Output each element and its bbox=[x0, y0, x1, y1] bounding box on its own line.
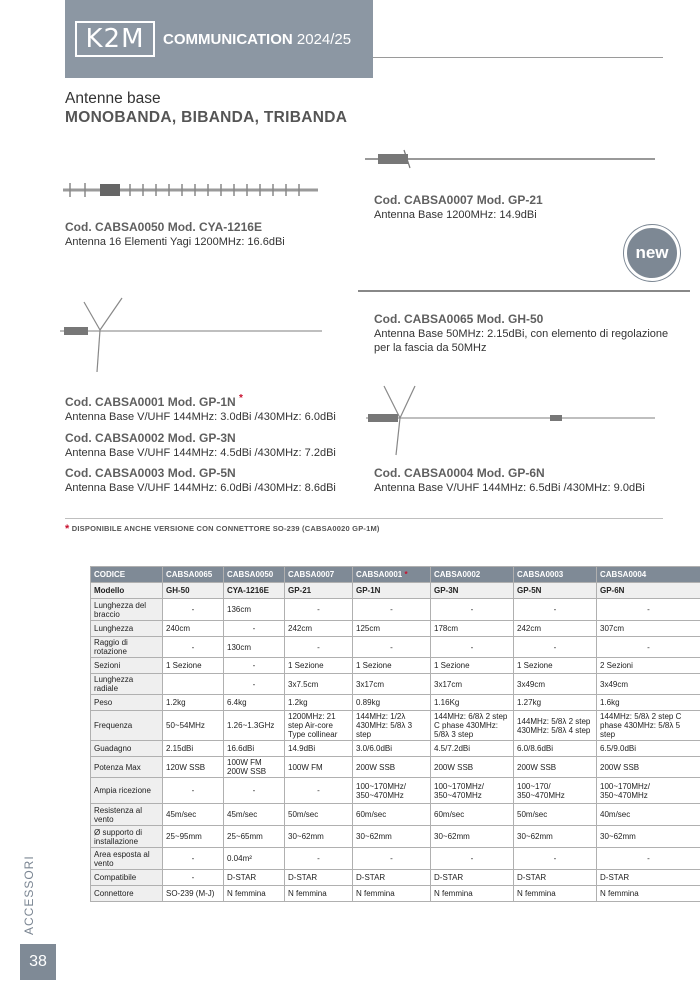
table-cell: - bbox=[285, 599, 353, 621]
table-cell: 1 Sezione bbox=[285, 658, 353, 674]
table-cell: - bbox=[285, 848, 353, 870]
table-cell: 144MHz: 6/8λ 2 step C phase 430MHz: 5/8λ 3 step bbox=[431, 711, 514, 741]
product-desc: Antenna Base 1200MHz: 14.9dBi bbox=[374, 209, 537, 221]
product-desc: Antenna Base V/UHF 144MHz: 6.5dBi /430MHz: 9.0dBi bbox=[374, 482, 645, 494]
divider bbox=[65, 518, 663, 519]
table-cell: 1.26~1.3GHz bbox=[224, 711, 285, 741]
table-cell: - bbox=[353, 599, 431, 621]
table-cell: 3x7.5cm bbox=[285, 674, 353, 695]
product-code: Cod. CABSA0004 Mod. GP-6N bbox=[374, 466, 545, 480]
table-cell: N femmina bbox=[597, 886, 700, 902]
table-cell: D-STAR bbox=[431, 870, 514, 886]
table-cell: 1200MHz: 21 step Air-core Type collinear bbox=[285, 711, 353, 741]
table-cell: GP-6N bbox=[597, 583, 700, 599]
gh50-antenna-image bbox=[60, 298, 322, 372]
code-text: CABSA0001 bbox=[356, 570, 403, 579]
table-cell: 125cm bbox=[353, 621, 431, 637]
table-cell: 25~95mm bbox=[163, 826, 224, 848]
code-text: CABSA0007 bbox=[288, 570, 335, 579]
product-gp-3n bbox=[65, 431, 345, 460]
table-row bbox=[91, 804, 700, 826]
table-cell: 100W FM bbox=[285, 757, 353, 778]
table-cell: 1.2kg bbox=[163, 695, 224, 711]
table-cell: 40m/sec bbox=[597, 804, 700, 826]
product-desc: Antenna Base 50MHz: 2.15dBi, con elemento di regolazione per la fascia da 50MHz bbox=[374, 328, 669, 354]
code-text: CABSA0065 bbox=[166, 570, 213, 579]
product-code-line bbox=[65, 393, 345, 409]
table-cell: 30~62mm bbox=[514, 826, 597, 848]
code-text: CABSA0004 bbox=[600, 570, 647, 579]
header-title-text: COMMUNICATION bbox=[163, 30, 293, 48]
table-cell: 1 Sezione bbox=[353, 658, 431, 674]
table-row-label: Raggio di rotazione bbox=[91, 637, 163, 658]
product-cya-1216e bbox=[65, 220, 335, 249]
table-cell: N femmina bbox=[514, 886, 597, 902]
table-cell: N femmina bbox=[285, 886, 353, 902]
table-cell: 120W SSB bbox=[163, 757, 224, 778]
table-row bbox=[91, 778, 700, 804]
table-cell: GP-5N bbox=[514, 583, 597, 599]
product-gp-1n bbox=[65, 393, 345, 424]
table-header-code bbox=[353, 567, 431, 583]
table-cell: D-STAR bbox=[224, 870, 285, 886]
table-row-label: Frequenza bbox=[91, 711, 163, 741]
table-cell: 6.4kg bbox=[224, 695, 285, 711]
table-cell: N femmina bbox=[224, 886, 285, 902]
table-cell: 3x17cm bbox=[353, 674, 431, 695]
table-cell: 1.6kg bbox=[597, 695, 700, 711]
table-cell: 240cm bbox=[163, 621, 224, 637]
table-cell: - bbox=[597, 599, 700, 621]
table-cell: - bbox=[597, 848, 700, 870]
table-cell: 100~170MHz/ 350~470MHz bbox=[353, 778, 431, 804]
table-cell: 200W SSB bbox=[431, 757, 514, 778]
product-code: Cod. CABSA0050 Mod. CYA-1216E bbox=[65, 220, 262, 234]
table-row bbox=[91, 711, 700, 741]
table-cell: SO-239 (M-J) bbox=[163, 886, 224, 902]
table-cell bbox=[163, 674, 224, 695]
table-cell: - bbox=[224, 621, 285, 637]
table-row-label: Guadagno bbox=[91, 741, 163, 757]
table-cell: - bbox=[514, 599, 597, 621]
table-cell: D-STAR bbox=[353, 870, 431, 886]
table-cell: GP-3N bbox=[431, 583, 514, 599]
table-cell: 1.2kg bbox=[285, 695, 353, 711]
table-header-label: CODICE bbox=[91, 567, 163, 583]
table-cell: CYA-1216E bbox=[224, 583, 285, 599]
table-cell: 6.5/9.0dBi bbox=[597, 741, 700, 757]
brand-logo: K2M bbox=[75, 21, 155, 57]
table-row bbox=[91, 621, 700, 637]
table-header-row bbox=[91, 567, 700, 583]
table-row bbox=[91, 757, 700, 778]
table-cell: - bbox=[224, 674, 285, 695]
table-cell: 3.0/6.0dBi bbox=[353, 741, 431, 757]
table-cell: 200W SSB bbox=[353, 757, 431, 778]
table-cell: D-STAR bbox=[597, 870, 700, 886]
table-cell: 242cm bbox=[514, 621, 597, 637]
table-row bbox=[91, 826, 700, 848]
section-title: MONOBANDA, BIBANDA, TRIBANDA bbox=[65, 109, 348, 126]
table-row bbox=[91, 741, 700, 757]
table-row-label: Resistenza al vento bbox=[91, 804, 163, 826]
table-row-label: Modello bbox=[91, 583, 163, 599]
table-cell: 1 Sezione bbox=[514, 658, 597, 674]
table-cell: 1 Sezione bbox=[431, 658, 514, 674]
table-cell: 25~65mm bbox=[224, 826, 285, 848]
product-desc: Antenna 16 Elementi Yagi 1200MHz: 16.6dBi bbox=[65, 236, 285, 248]
table-cell: 6.0/8.6dBi bbox=[514, 741, 597, 757]
table-cell: - bbox=[285, 637, 353, 658]
table-cell: - bbox=[163, 599, 224, 621]
table-cell: 45m/sec bbox=[163, 804, 224, 826]
table-cell: - bbox=[353, 637, 431, 658]
page-number: 38 bbox=[20, 944, 56, 980]
product-gh-50 bbox=[374, 312, 672, 355]
table-header-code bbox=[514, 567, 597, 583]
table-cell: N femmina bbox=[431, 886, 514, 902]
new-badge: new bbox=[624, 225, 680, 281]
table-row-label: Lunghezza radiale bbox=[91, 674, 163, 695]
table-cell: 136cm bbox=[224, 599, 285, 621]
table-cell: 60m/sec bbox=[431, 804, 514, 826]
table-row-label: Compatibile bbox=[91, 870, 163, 886]
table-row bbox=[91, 599, 700, 621]
table-cell: 14.9dBi bbox=[285, 741, 353, 757]
table-cell: 144MHz: 1/2λ 430MHz: 5/8λ 3 step bbox=[353, 711, 431, 741]
product-code: Cod. CABSA0002 Mod. GP-3N bbox=[65, 431, 236, 445]
table-cell: 30~62mm bbox=[353, 826, 431, 848]
product-code: Cod. CABSA0065 Mod. GH-50 bbox=[374, 312, 544, 326]
table-cell: 45m/sec bbox=[224, 804, 285, 826]
table-row-label: Ampia ricezione bbox=[91, 778, 163, 804]
table-cell: - bbox=[224, 778, 285, 804]
table-row-label: Ø supporto di installazione bbox=[91, 826, 163, 848]
table-cell: - bbox=[163, 637, 224, 658]
table-cell: 3x17cm bbox=[431, 674, 514, 695]
table-cell: 100~170MHz/ 350~470MHz bbox=[431, 778, 514, 804]
table-cell: 144MHz: 5/8λ 2 step 430MHz: 5/8λ 4 step bbox=[514, 711, 597, 741]
table-row bbox=[91, 674, 700, 695]
table-cell: 200W SSB bbox=[514, 757, 597, 778]
spec-table bbox=[90, 566, 700, 902]
footnote-mark: * bbox=[65, 523, 70, 535]
table-cell: 100W FM 200W SSB bbox=[224, 757, 285, 778]
table-cell: 242cm bbox=[285, 621, 353, 637]
table-cell: 3x49cm bbox=[597, 674, 700, 695]
table-cell: 144MHz: 5/8λ 2 step C phase 430MHz: 5/8λ 5 step bbox=[597, 711, 700, 741]
table-row bbox=[91, 658, 700, 674]
table-cell: 307cm bbox=[597, 621, 700, 637]
table-cell: 100~170MHz/ 350~470MHz bbox=[597, 778, 700, 804]
table-header-code bbox=[431, 567, 514, 583]
product-desc: Antenna Base V/UHF 144MHz: 4.5dBi /430MHz: 7.2dBi bbox=[65, 447, 336, 459]
table-cell: 30~62mm bbox=[285, 826, 353, 848]
yagi-antenna-image bbox=[63, 183, 318, 197]
table-cell: 200W SSB bbox=[597, 757, 700, 778]
gp6n-antenna-image bbox=[366, 386, 655, 455]
table-row bbox=[91, 886, 700, 902]
product-desc: Antenna Base V/UHF 144MHz: 6.0dBi /430MHz: 8.6dBi bbox=[65, 482, 336, 494]
table-row-label: Sezioni bbox=[91, 658, 163, 674]
availability-mark: * bbox=[239, 393, 243, 404]
table-cell: D-STAR bbox=[514, 870, 597, 886]
table-cell: GP-1N bbox=[353, 583, 431, 599]
table-cell: - bbox=[431, 848, 514, 870]
product-desc: Antenna Base V/UHF 144MHz: 3.0dBi /430MHz: 6.0dBi bbox=[65, 411, 336, 423]
product-gp-21 bbox=[374, 193, 664, 222]
table-cell: 1 Sezione bbox=[163, 658, 224, 674]
table-row bbox=[91, 848, 700, 870]
table-cell: - bbox=[353, 848, 431, 870]
table-cell: - bbox=[514, 637, 597, 658]
table-cell: 50m/sec bbox=[514, 804, 597, 826]
table-row bbox=[91, 870, 700, 886]
table-header-code bbox=[224, 567, 285, 583]
table-cell: 100~170/ 350~470MHz bbox=[514, 778, 597, 804]
table-cell: 130cm bbox=[224, 637, 285, 658]
table-header-code bbox=[163, 567, 224, 583]
table-row-label: Lunghezza bbox=[91, 621, 163, 637]
table-cell: - bbox=[163, 870, 224, 886]
table-cell: 4.5/7.2dBi bbox=[431, 741, 514, 757]
table-cell: - bbox=[431, 599, 514, 621]
table-cell: - bbox=[163, 848, 224, 870]
table-row bbox=[91, 637, 700, 658]
table-cell: - bbox=[597, 637, 700, 658]
table-model-row bbox=[91, 583, 700, 599]
code-text: CABSA0003 bbox=[517, 570, 564, 579]
table-cell: - bbox=[163, 778, 224, 804]
table-cell: 2 Sezioni bbox=[597, 658, 700, 674]
header-year: 2024/25 bbox=[296, 30, 352, 48]
table-cell: GH-50 bbox=[163, 583, 224, 599]
table-row-label: Peso bbox=[91, 695, 163, 711]
table-header-code bbox=[597, 567, 700, 583]
table-row-label: Connettore bbox=[91, 886, 163, 902]
table-cell: 0.04m² bbox=[224, 848, 285, 870]
footnote-text: DISPONIBILE ANCHE VERSIONE CON CONNETTORE SO-239 (CABSA0020 GP-1M) bbox=[71, 523, 380, 533]
table-cell: N femmina bbox=[353, 886, 431, 902]
product-gp-6n bbox=[374, 466, 664, 495]
gp21-antenna-image bbox=[365, 150, 655, 168]
table-cell: - bbox=[285, 778, 353, 804]
table-cell: 60m/sec bbox=[353, 804, 431, 826]
code-mark: * bbox=[404, 570, 408, 579]
product-gp-5n bbox=[65, 466, 345, 495]
table-cell: 50~54MHz bbox=[163, 711, 224, 741]
table-header-code bbox=[285, 567, 353, 583]
side-label: ACCESSORI bbox=[22, 855, 36, 935]
table-cell: 3x49cm bbox=[514, 674, 597, 695]
table-cell: 50m/sec bbox=[285, 804, 353, 826]
table-row-label: Area esposta al vento bbox=[91, 848, 163, 870]
product-code: Cod. CABSA0001 Mod. GP-1N bbox=[65, 395, 236, 409]
table-row-label: Potenza Max bbox=[91, 757, 163, 778]
table-cell: 16.6dBi bbox=[224, 741, 285, 757]
footnote bbox=[65, 523, 380, 535]
table-cell: 30~62mm bbox=[431, 826, 514, 848]
table-cell: 1.16Kg bbox=[431, 695, 514, 711]
product-code: Cod. CABSA0007 Mod. GP-21 bbox=[374, 193, 543, 207]
product-code: Cod. CABSA0003 Mod. GP-5N bbox=[65, 466, 236, 480]
code-text: CABSA0050 bbox=[227, 570, 274, 579]
table-cell: 1.27kg bbox=[514, 695, 597, 711]
table-cell: - bbox=[431, 637, 514, 658]
table-cell: GP-21 bbox=[285, 583, 353, 599]
table-cell: 30~62mm bbox=[597, 826, 700, 848]
code-text: CABSA0002 bbox=[434, 570, 481, 579]
table-cell: 2.15dBi bbox=[163, 741, 224, 757]
table-cell: 178cm bbox=[431, 621, 514, 637]
table-cell: 0.89kg bbox=[353, 695, 431, 711]
table-row bbox=[91, 695, 700, 711]
table-cell: D-STAR bbox=[285, 870, 353, 886]
table-row-label: Lunghezza del braccio bbox=[91, 599, 163, 621]
table-cell: - bbox=[224, 658, 285, 674]
table-cell: - bbox=[514, 848, 597, 870]
section-subtitle: Antenne base bbox=[65, 90, 161, 107]
